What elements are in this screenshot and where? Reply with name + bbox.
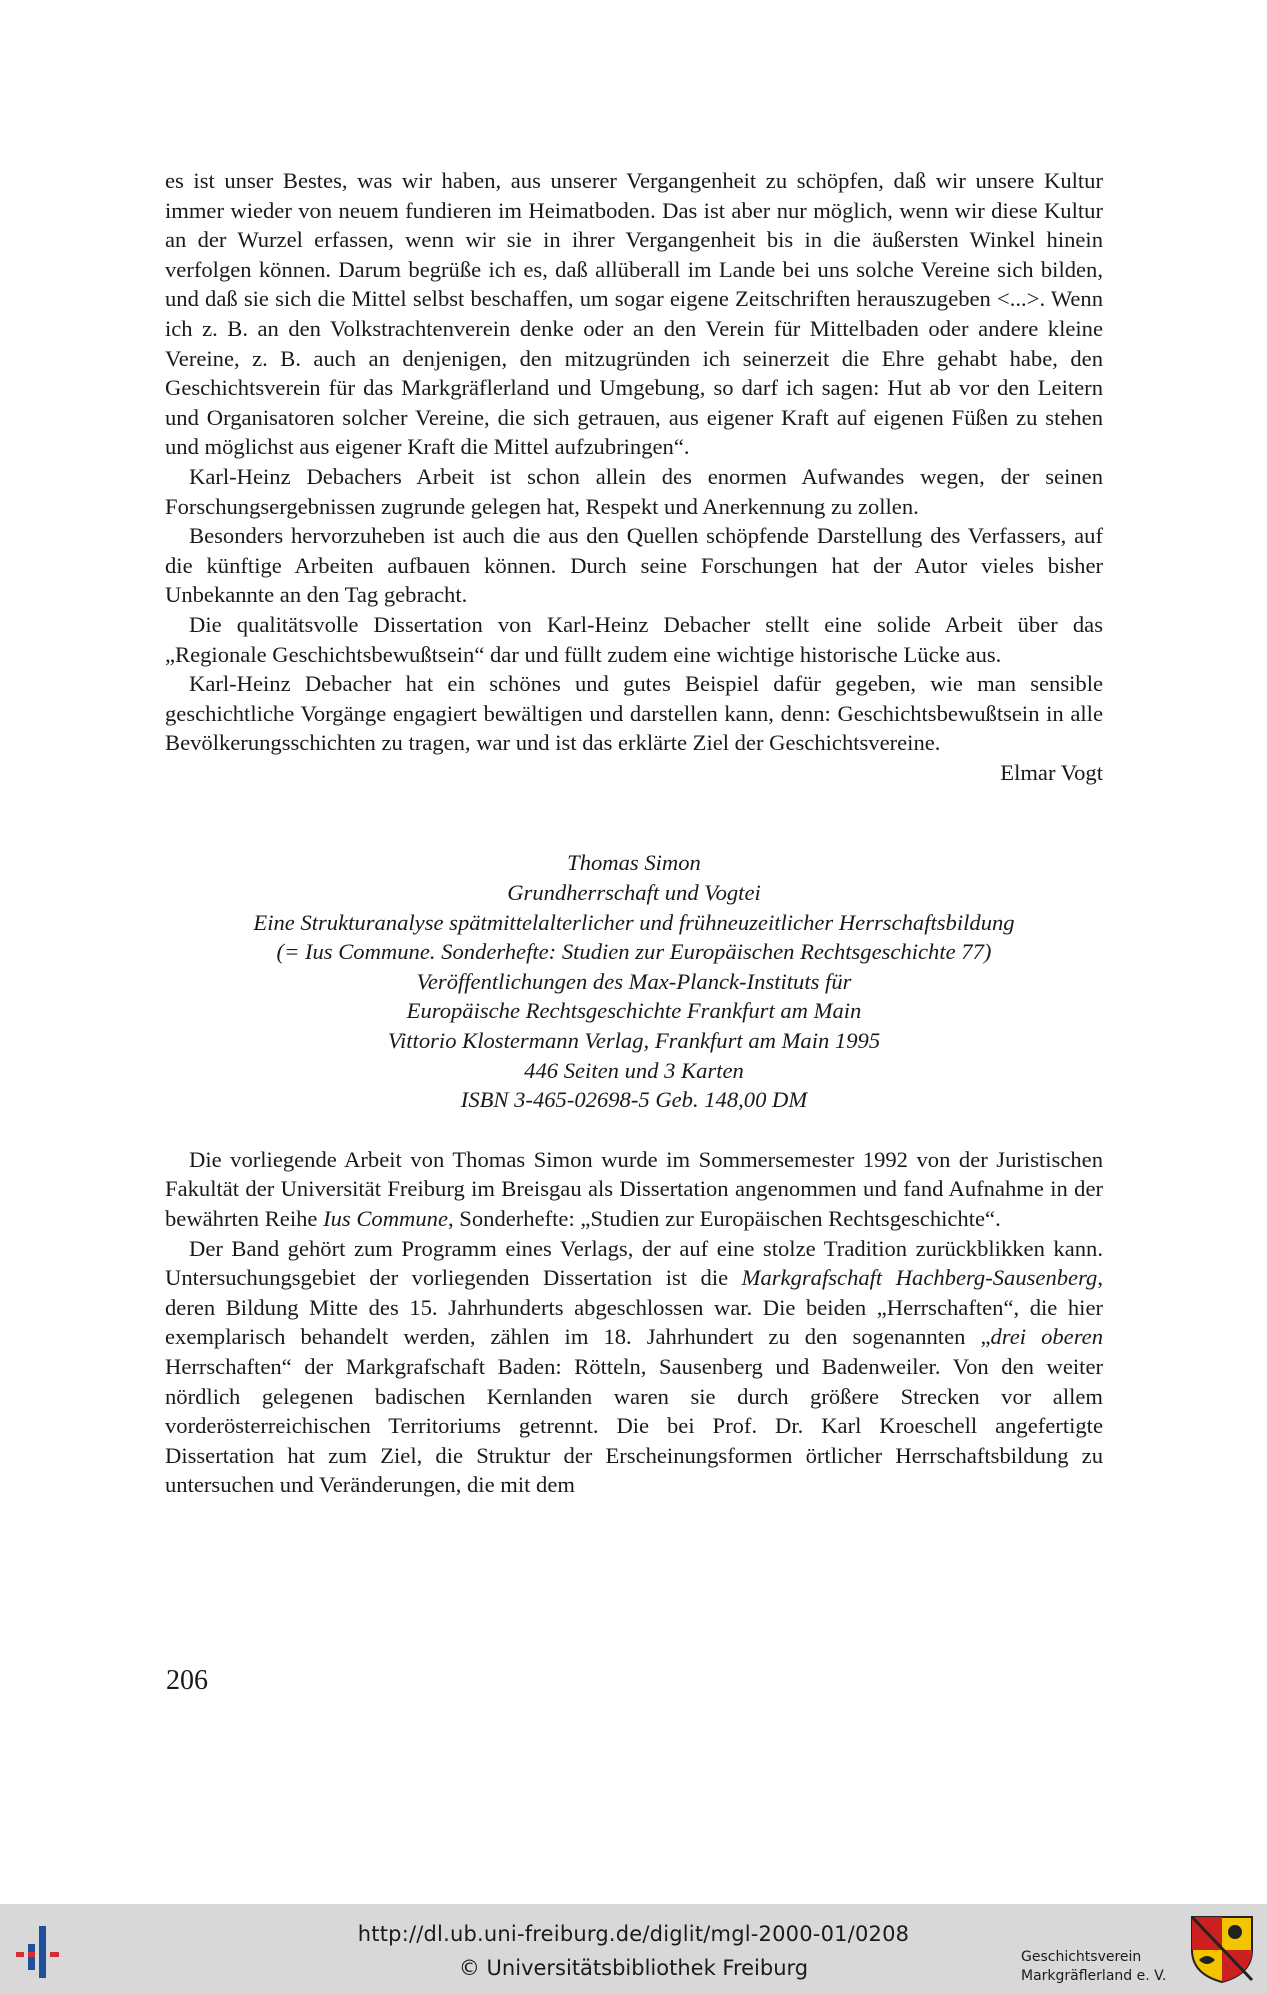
body-paragraph: Karl-Heinz Debachers Arbeit ist schon allein des enormen Aufwandes wegen, der seinen Forschungsergebnissen zugrunde gelegen hat, Respekt und Anerkennung zu zollen. <box>165 463 1103 519</box>
organization-name <box>1021 1948 1166 1986</box>
body-paragraph: Besonders hervorzuheben ist auch die aus den Quellen schöpfende Darstellung des Verfassers, auf die künftige Arbeiten aufbauen können. Durch seine Forschungen hat der Autor vieles bisher Unbekannte an den Tag gebracht. <box>165 523 1103 608</box>
footer-bar <box>0 1904 1267 1994</box>
organization-name-line: Geschichtsverein <box>1021 1949 1142 1965</box>
book-pages: 446 Seiten und 3 Karten <box>524 1057 744 1083</box>
review-paragraph <box>165 1234 1103 1500</box>
book-series: (= Ius Commune. Sonderhefte: Studien zur Europäischen Rechtsgeschichte 77) <box>276 939 992 965</box>
italic-series-name: Ius Commune <box>323 1206 448 1231</box>
body-paragraph: Karl-Heinz Debacher hat ein schönes und gutes Beispiel dafür gegeben, wie man sensible geschichtliche Vorgänge engagiert bewältigen und darstellen kann, denn: Geschichtsbewußtsein in alle Bevölkerungsschichten zu tragen, war und ist das erklärte Ziel der Geschichtsvereine. <box>165 671 1103 756</box>
text-span: Die vorliegende Arbeit von Thomas Simon wurde im Sommersemester 1992 von der Juristischen Fakultät der Universität Freiburg im Breisgau als Dissertation angenommen und fand Aufnahme in der bewährten Reihe <box>165 1146 1103 1231</box>
review-signature: Elmar Vogt <box>1000 759 1103 785</box>
text-span: , deren Bildung Mitte des 15. Jahrhunderts abgeschlossen war. Die beiden „Herrschaften“, die hier exemplarisch behandelt werden, zählen im 18. Jahrhundert zu den sogenannten „ <box>165 1265 1103 1350</box>
body-paragraph: es ist unser Bestes, was wir haben, aus unserer Vergangenheit zu schöpfen, daß wir unsere Kultur immer wieder von neuem fundieren im Heimatboden. Das ist aber nur möglich, wenn wir diese Kultur an der Wurzel erfassen, wenn wir sie in ihrer Vergangenheit bis in die äußersten Winkel hinein verfolgen können. Darum begrüße ich es, daß allüberall im Lande bei uns solche Vereine sich bilden, und daß sie sich die Mittel selbst beschaffen, um sogar eigene Zeitschriften herauszugeben <...>. Wenn ich z. B. an den Volkstrachtenverein denke oder an den Verein für Mittelbaden oder andere kleine Vereine, z. B. auch an denjenigen, den mitzugründen ich seinerzeit die Ehre gehabt habe, den Geschichtsverein für das Markgräflerland und Umgebung, so darf ich sagen: Hut ab vor den Leitern und Organisatoren solcher Vereine, die sich getrauen, aus eigener Kraft auf eigenen Füßen zu stehen und möglichst aus eigener Kraft die Mittel aufzubringen“. <box>165 168 1103 460</box>
text-span: , Sonderhefte: „Studien zur Europäischen Rechtsgeschichte“. <box>447 1206 1001 1231</box>
book-subtitle: Eine Strukturanalyse spätmittelalterlicher und frühneuzeitlicher Herrschaftsbildung <box>253 909 1015 935</box>
review-paragraph <box>165 1145 1103 1234</box>
page-number: 206 <box>166 1665 208 1696</box>
italic-term: Markgrafschaft Hachberg-Sausenberg <box>741 1265 1098 1291</box>
italic-term: drei oberen <box>990 1324 1103 1350</box>
book-publisher-line: Veröffentlichungen des Max-Planck-Instituts für <box>416 968 852 994</box>
body-paragraph: Die qualitätsvolle Dissertation von Karl-Heinz Debacher stellt eine solide Arbeit über das „Regionale Geschichtsbewußtsein“ dar und füllt zudem eine wichtige historische Lücke aus. <box>165 611 1103 667</box>
organization-name-line: Markgräflerland e. V. <box>1021 1968 1167 1984</box>
book-publisher-line: Europäische Rechtsgeschichte Frankfurt am Main <box>406 998 862 1024</box>
book-publisher-line: Vittorio Klostermann Verlag, Frankfurt am Main 1995 <box>387 1028 881 1054</box>
book-author: Thomas Simon <box>567 850 701 876</box>
copyright-notice: © Universitätsbibliothek Freiburg <box>458 1956 809 1980</box>
text-span: Der Band gehört zum Programm eines Verlags, der auf eine stolze Tradition zurückblikken kann. Untersuchungsgebiet der vorliegenden Dissertation ist die <box>165 1235 1103 1291</box>
book-citation <box>165 848 1103 1114</box>
page-text-block <box>165 166 1103 1500</box>
book-title: Grundherrschaft und Vogtei <box>507 880 761 906</box>
document-url[interactable]: http://dl.ub.uni-freiburg.de/diglit/mgl-2000-01/0208 <box>357 1922 910 1946</box>
coat-of-arms-icon <box>1189 1914 1255 1984</box>
text-span: Herrschaften“ der Markgrafschaft Baden: Rötteln, Sausenberg und Badenweiler. Von den weiter nördlich gelegenen badischen Kernlanden waren sie durch größere Strecken vor allem vorderösterreichischen Territoriums getrennt. Die bei Prof. Dr. Karl Kroeschell angefertigte Dissertation hat zum Ziel, die Struktur der Erscheinungsformen örtlicher Herrschaftsbildung zu untersuchen und Veränderungen, die mit dem <box>165 1353 1103 1498</box>
book-isbn: ISBN 3-465-02698-5 Geb. 148,00 DM <box>460 1087 808 1113</box>
